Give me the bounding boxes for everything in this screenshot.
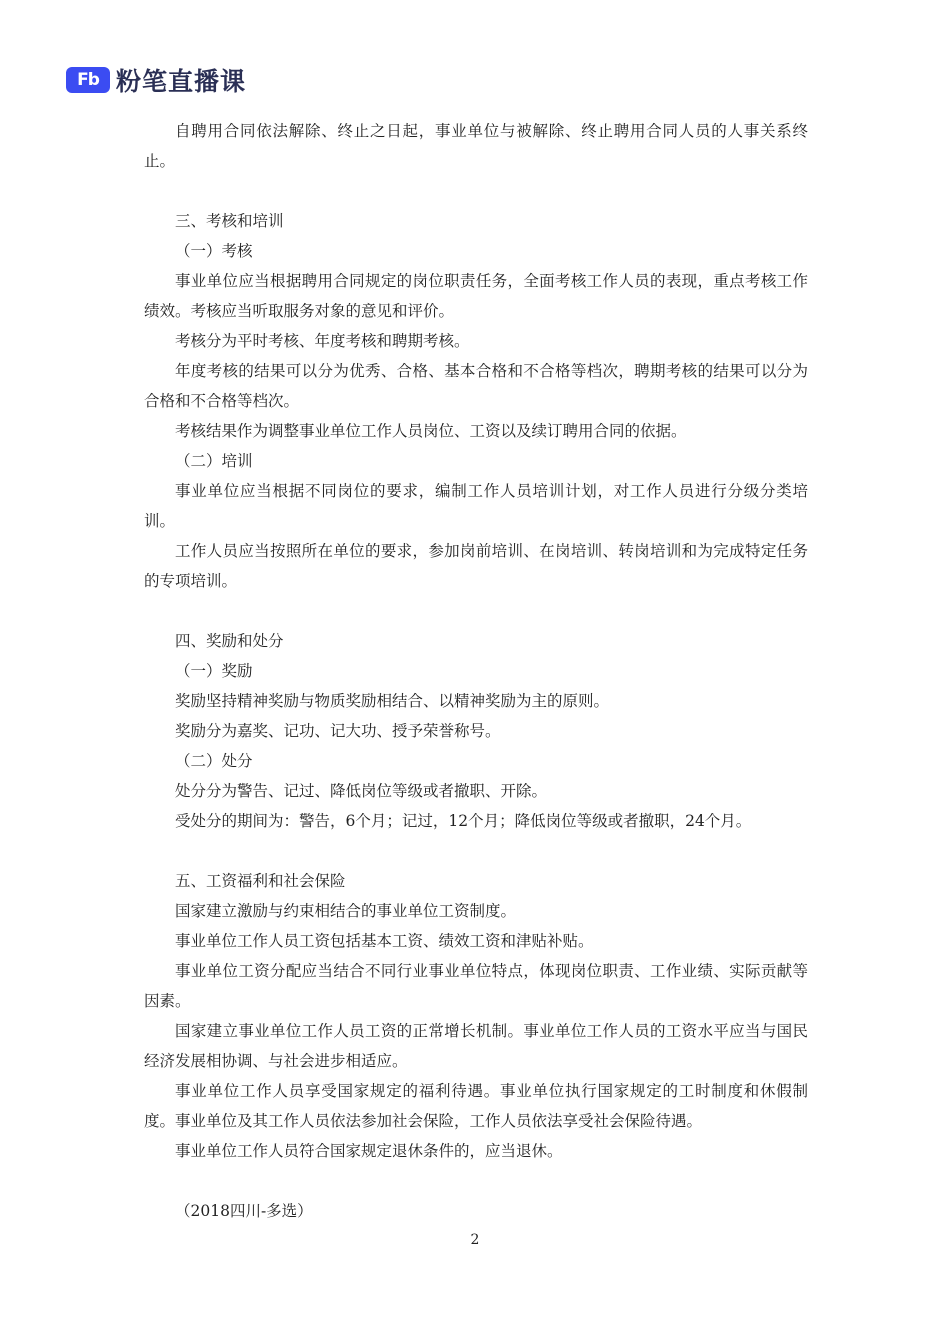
paragraph: 年度考核的结果可以分为优秀、合格、基本合格和不合格等档次，聘期考核的结果可以分为合格和不合格等档次。 xyxy=(144,362,808,410)
paragraph: 工作人员应当按照所在单位的要求，参加岗前培训、在岗培训、转岗培训和为完成特定任务的专项培训。 xyxy=(144,542,808,590)
subsection-heading: （二）培训 xyxy=(175,452,253,470)
page-number: 2 xyxy=(470,1232,480,1248)
paragraph: 事业单位工作人员符合国家规定退休条件的，应当退休。 xyxy=(175,1142,563,1160)
paragraph: 考核结果作为调整事业单位工作人员岗位、工资以及续订聘用合同的依据。 xyxy=(175,422,687,440)
question-source-tag: （2018四川-多选） xyxy=(175,1202,313,1220)
section-heading: 四、奖励和处分 xyxy=(175,632,284,650)
paragraph: 事业单位工作人员享受国家规定的福利待遇。事业单位执行国家规定的工时制度和休假制度。事业单位及其工作人员依法参加社会保险，工作人员依法享受社会保险待遇。 xyxy=(144,1082,808,1130)
spacer xyxy=(144,836,808,866)
paragraph: 奖励分为嘉奖、记功、记大功、授予荣誉称号。 xyxy=(175,722,501,740)
paragraph: 自聘用合同依法解除、终止之日起，事业单位与被解除、终止聘用合同人员的人事关系终止。 xyxy=(144,122,808,170)
spacer xyxy=(144,176,808,206)
document-body xyxy=(144,116,808,1226)
logo-mark: Fb xyxy=(66,67,110,93)
subsection-heading: （一）奖励 xyxy=(175,662,253,680)
paragraph: 受处分的期间为：警告，6个月；记过，12个月；降低岗位等级或者撤职，24个月。 xyxy=(175,812,752,830)
paragraph: 奖励坚持精神奖励与物质奖励相结合、以精神奖励为主的原则。 xyxy=(175,692,610,710)
section-heading: 三、考核和培训 xyxy=(175,212,284,230)
paragraph: 处分分为警告、记过、降低岗位等级或者撤职、开除。 xyxy=(175,782,548,800)
paragraph: 国家建立事业单位工作人员工资的正常增长机制。事业单位工作人员的工资水平应当与国民经济发展相协调、与社会进步相适应。 xyxy=(144,1022,808,1070)
paragraph: 事业单位应当根据聘用合同规定的岗位职责任务，全面考核工作人员的表现，重点考核工作绩效。考核应当听取服务对象的意见和评价。 xyxy=(144,272,808,320)
paragraph: 事业单位应当根据不同岗位的要求，编制工作人员培训计划，对工作人员进行分级分类培训。 xyxy=(144,482,808,530)
logo-text: 粉笔直播课 xyxy=(116,67,247,96)
paragraph: 事业单位工作人员工资包括基本工资、绩效工资和津贴补贴。 xyxy=(175,932,594,950)
paragraph: 国家建立激励与约束相结合的事业单位工资制度。 xyxy=(175,902,517,920)
section-heading: 五、工资福利和社会保险 xyxy=(175,872,346,890)
paragraph: 事业单位工资分配应当结合不同行业事业单位特点，体现岗位职责、工作业绩、实际贡献等因素。 xyxy=(144,962,808,1010)
header-logo xyxy=(66,60,246,100)
subsection-heading: （一）考核 xyxy=(175,242,253,260)
spacer xyxy=(144,1166,808,1196)
spacer xyxy=(144,596,808,626)
subsection-heading: （二）处分 xyxy=(175,752,253,770)
paragraph: 考核分为平时考核、年度考核和聘期考核。 xyxy=(175,332,470,350)
